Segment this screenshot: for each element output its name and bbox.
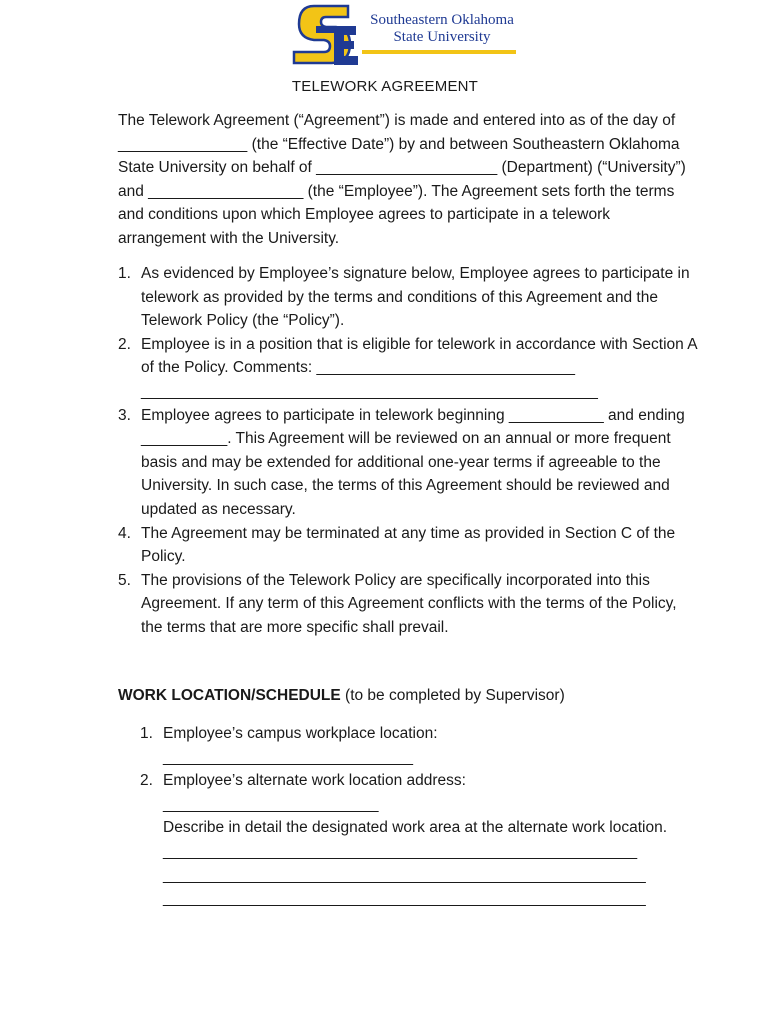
item-text: Employee is in a position that is eligible for telework in accordance with Section A of the Policy. Comments: ______________________________ _____________________________________________________ bbox=[141, 335, 697, 400]
blank-line: _________________________ bbox=[163, 795, 379, 813]
list-item bbox=[140, 769, 700, 911]
se-monogram bbox=[294, 6, 358, 65]
list-item bbox=[140, 722, 700, 769]
list-item bbox=[118, 522, 698, 569]
item-number: 1. bbox=[118, 265, 131, 282]
item-line: Employee’s alternate work location address: bbox=[163, 772, 466, 790]
item-number: 3. bbox=[118, 406, 131, 424]
blank-line: ________________________________________________________ bbox=[163, 890, 646, 908]
section-heading bbox=[118, 687, 565, 705]
work-location-list bbox=[140, 722, 700, 911]
logo-wordmark bbox=[362, 12, 522, 46]
terms-list bbox=[118, 262, 698, 640]
item-number: 5. bbox=[118, 571, 131, 589]
item-number: 2. bbox=[140, 772, 153, 790]
item-text: The provisions of the Telework Policy are specifically incorporated into this Agreement. If any term of this Agreement conflicts with the terms of the Policy, the terms that are more specific shall prevail. bbox=[141, 571, 677, 636]
list-item bbox=[118, 404, 698, 522]
item-line: Describe in detail the designated work area at the alternate work location. bbox=[163, 819, 668, 837]
document-title: TELEWORK AGREEMENT bbox=[291, 78, 479, 95]
list-item bbox=[118, 333, 698, 404]
item-number: 2. bbox=[118, 335, 131, 353]
blank-line: ________________________________________________________ bbox=[163, 866, 646, 884]
logo-line-1: Southeastern Oklahoma bbox=[370, 12, 514, 28]
section-heading-note: (to be completed by Supervisor) bbox=[340, 687, 565, 704]
logo-line-2: State University bbox=[393, 29, 491, 45]
section-heading-bold: WORK LOCATION/SCHEDULE bbox=[118, 687, 341, 704]
blank-line: _____________________________ bbox=[163, 748, 413, 766]
intro-paragraph: The Telework Agreement (“Agreement”) is made and entered into as of the day of _______________ (the “Effective Date”) by and between Southeastern Oklahoma State University on behalf of _____________________ (Department) (“University”) and __________________ (the “Employee”). The Agreement sets forth the terms and conditions upon which Employee agrees to participate in a telework arrangement with the University. bbox=[118, 112, 686, 247]
item-line: Employee’s campus workplace location: bbox=[163, 725, 438, 742]
item-text: The Agreement may be terminated at any time as provided in Section C of the Policy. bbox=[141, 524, 676, 566]
item-text: As evidenced by Employee’s signature below, Employee agrees to participate in telework as provided by the terms and conditions of this Agreement and the Telework Policy (the “Policy”). bbox=[141, 265, 690, 330]
item-number: 1. bbox=[140, 725, 153, 742]
item-text: Employee agrees to participate in telework beginning ___________ and ending __________. This Agreement will be reviewed on an annual or more frequent basis and may be extended for additional one-year terms if agreeable to the University. In such case, the terms of this Agreement should be reviewed and updated as necessary. bbox=[141, 406, 685, 518]
logo-gold-rule bbox=[362, 50, 516, 54]
list-item bbox=[118, 569, 698, 640]
list-item bbox=[118, 262, 698, 333]
item-number: 4. bbox=[118, 524, 131, 542]
blank-line: _______________________________________________________ bbox=[163, 842, 638, 860]
